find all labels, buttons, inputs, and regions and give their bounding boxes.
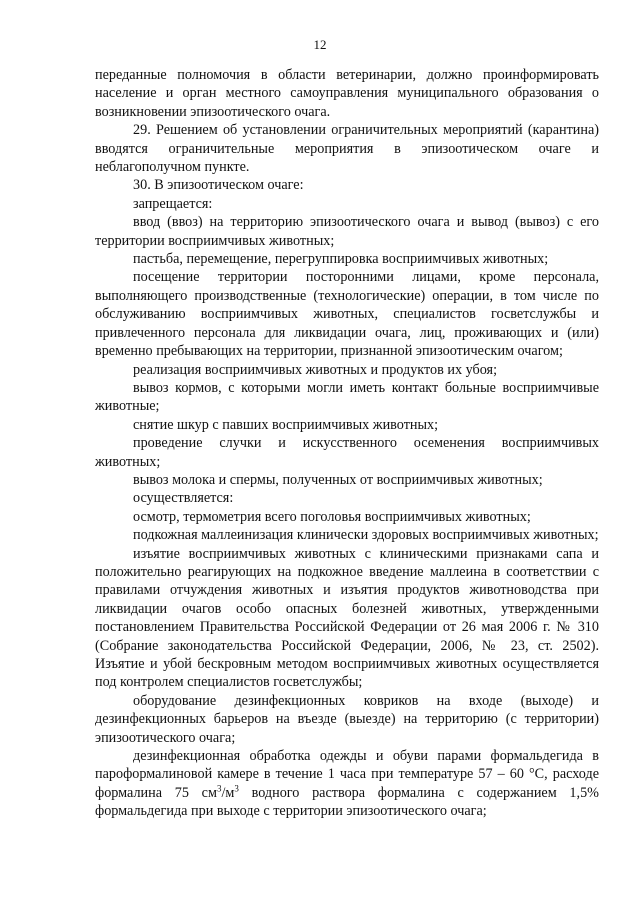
paragraph: 30. В эпизоотическом очаге: — [133, 177, 304, 194]
paragraph: подкожная маллеинизация клинически здоровых восприимчивых животных; — [133, 527, 599, 544]
paragraph: изъятие восприимчивых животных с клиническими признаками сапа и положительно реагирующих на подкожное введение маллеина в соответствии с правилами отчуждения животных и изъятия продуктов животноводства при ликвидации очагов особо опасных болезней животных, утвержденными постановлением Правительства Российской Федерации от 26 мая 2006 г. № 310 (Собрание законодательства Российской Федерации, 2006, № 23, ст. 2502). Изъятие и убой бескровным методом восприимчивых животных осуществляется под контролем специалистов госветслужбы; — [95, 545, 599, 691]
paragraph: осуществляется: — [133, 490, 234, 507]
text-fragment: /м — [221, 784, 235, 801]
superscript: 3 — [234, 783, 239, 794]
page-number: 12 — [313, 37, 327, 52]
paragraph: 29. Решением об установлении ограничительных мероприятий (карантина) вводятся ограничительные мероприятия в эпизоотическом очаге и неблагополучном пункте. — [95, 122, 599, 176]
paragraph: проведение случки и искусственного осеменения восприимчивых животных; — [95, 435, 599, 470]
paragraph: переданные полномочия в области ветеринарии, должно проинформировать население и орган местного самоуправления муниципального образования о возникновении эпизоотического очага. — [95, 67, 599, 120]
text-fragment: дезинфекционная обработка одежды и обуви парами формальдегида в пароформалиновой камере в течение 1 часа при температуре 57 – 60 °С, расходе формалина 75 см — [95, 748, 599, 801]
paragraph: вывоз молока и спермы, полученных от восприимчивых животных; — [133, 471, 543, 488]
paragraph: посещение территории посторонними лицами, кроме персонала, выполняющего производственные (технологические) операции, в том числе по обслуживанию восприимчивых животных, специалистов госветслужбы и привлеченного персонала для ликвидации очага, лиц, проживающих и (или) временно пребывающих на территории, признанной эпизоотическим очагом; — [95, 269, 599, 360]
paragraph: реализация восприимчивых животных и продуктов их убоя; — [133, 361, 498, 378]
paragraph: оборудование дезинфекционных ковриков на входе (выходе) и дезинфекционных барьеров на въезде (выезде) на территорию (с территории) эпизоотического очага; — [95, 692, 599, 746]
paragraph-last — [95, 747, 599, 821]
paragraph: запрещается: — [133, 195, 213, 212]
paragraph: осмотр, термометрия всего поголовья восприимчивых животных; — [133, 508, 531, 525]
document-body — [95, 66, 599, 821]
paragraph: снятие шкур с павших восприимчивых животных; — [133, 416, 439, 433]
superscript: 3 — [216, 783, 222, 794]
text-fragment: водного раствора формалина с содержанием 1,5% формальдегида при выходе с территории эпизоотического очага; — [95, 784, 599, 820]
paragraph: пастьба, перемещение, перегруппировка восприимчивых животных; — [133, 251, 549, 268]
paragraph: вывоз кормов, с которыми могли иметь контакт больные восприимчивые животные; — [95, 379, 599, 415]
paragraph: ввод (ввоз) на территорию эпизоотического очага и вывод (вывоз) с его территории восприимчивых животных; — [95, 214, 599, 249]
